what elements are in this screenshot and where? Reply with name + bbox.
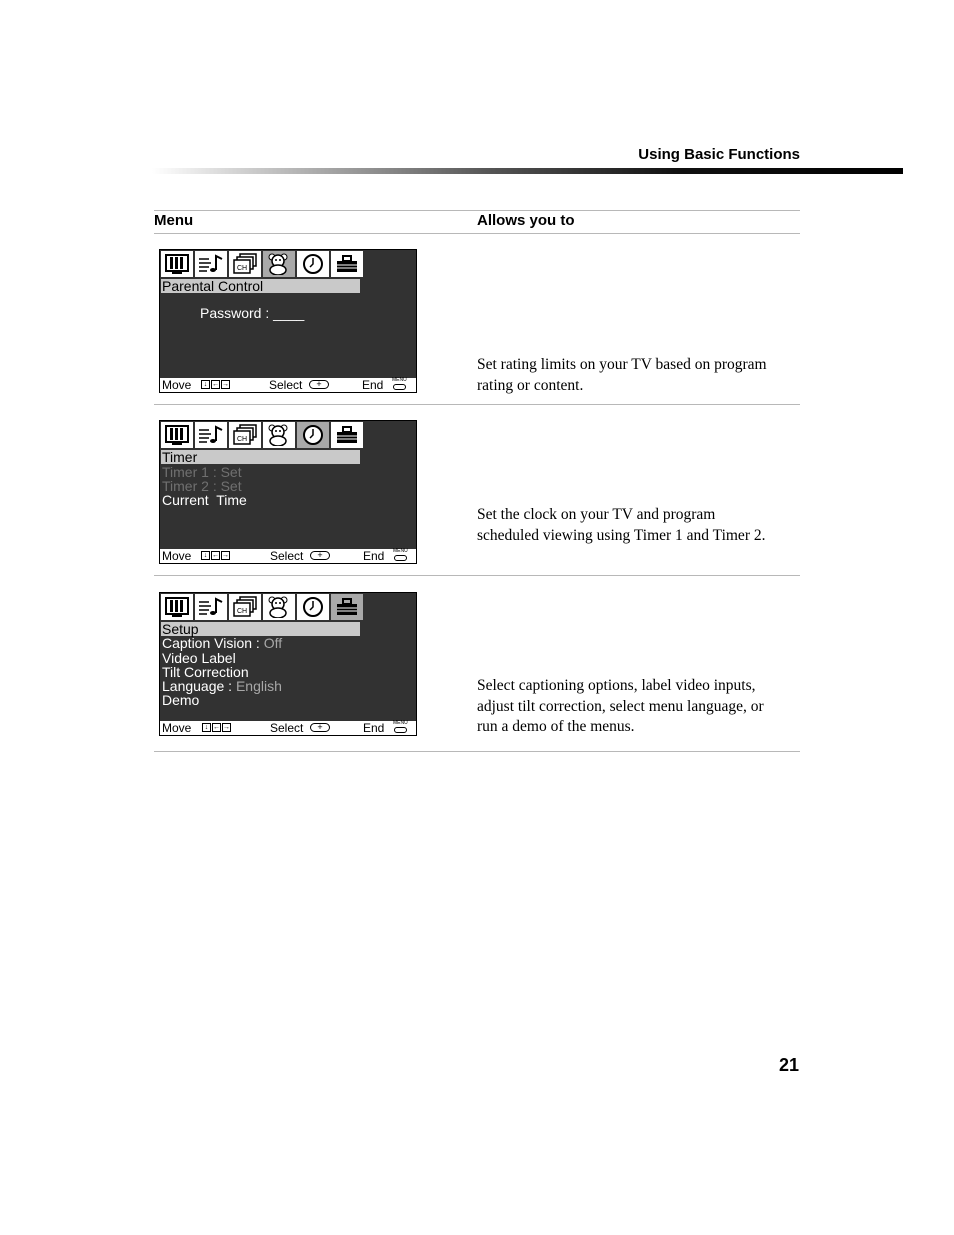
status-end: End (362, 378, 384, 392)
row-description: Select captioning options, label video inputs, adjust tilt correction, select menu language, or run a demo of the menus. (477, 677, 764, 735)
password-field: Password : ____ (200, 305, 305, 321)
select-button-icon: + (310, 723, 330, 732)
parental-bear-icon (263, 251, 297, 277)
channel-icon (229, 251, 263, 277)
setup-toolbox-icon (331, 251, 365, 277)
row-description: Set the clock on your TV and program scheduled viewing using Timer 1 and Timer 2. (477, 506, 766, 544)
status-bar (160, 549, 416, 563)
status-select: Select (269, 378, 303, 392)
status-end: End (363, 549, 385, 563)
row-description: Set rating limits on your TV based on program rating or content. (477, 356, 767, 394)
column-header-menu: Menu (154, 212, 194, 229)
menu-icon-row (161, 594, 365, 620)
language-item: Language : English (162, 678, 282, 694)
timer-clock-icon (297, 251, 331, 277)
audio-icon (195, 594, 229, 620)
select-button-icon: + (309, 380, 329, 389)
parental-bear-icon (263, 594, 297, 620)
screen-title: Setup (161, 622, 360, 636)
setup-screen (159, 592, 417, 736)
section-title: Using Basic Functions (638, 146, 800, 163)
status-bar (160, 721, 416, 735)
menu-icon-row (161, 251, 365, 277)
svg-text:CH: CH (236, 608, 248, 615)
move-arrows-icon: ↓ ← → (201, 551, 230, 560)
channel-icon (229, 594, 263, 620)
timer-screen (159, 420, 417, 564)
svg-text:CH: CH (236, 436, 248, 443)
status-bar (160, 378, 416, 392)
timer-clock-icon (297, 422, 331, 448)
status-select: Select (270, 549, 304, 563)
menu-button-icon: MENU (393, 721, 409, 735)
row-divider (154, 404, 800, 405)
timer1-item: Timer 1 : Set (162, 464, 242, 480)
menu-button-icon: MENU (393, 549, 409, 563)
audio-icon (195, 422, 229, 448)
demo-item: Demo (162, 692, 200, 708)
status-move: Move (162, 549, 192, 563)
audio-icon (195, 251, 229, 277)
screen-title: Timer (161, 450, 360, 464)
status-end: End (363, 721, 385, 735)
caption-vision-item: Caption Vision : Off (162, 635, 283, 651)
table-bottom-rule (154, 751, 800, 752)
table-header-rule (154, 233, 800, 234)
table-top-rule (154, 210, 800, 211)
video-label-item: Video Label (162, 650, 236, 666)
row-divider (154, 575, 800, 576)
menu-button-icon: MENU (392, 378, 408, 392)
select-button-icon: + (310, 551, 330, 560)
video-icon (161, 594, 195, 620)
parental-control-screen (159, 249, 417, 393)
parental-bear-icon (263, 422, 297, 448)
status-move: Move (162, 721, 192, 735)
video-icon (161, 251, 195, 277)
setup-toolbox-icon (331, 422, 365, 448)
tilt-correction-item: Tilt Correction (162, 664, 249, 680)
setup-toolbox-icon (331, 594, 365, 620)
page-number: 21 (778, 1055, 799, 1075)
video-icon (161, 422, 195, 448)
timer2-item: Timer 2 : Set (162, 478, 242, 494)
timer-clock-icon (297, 594, 331, 620)
menu-icon-row (161, 422, 365, 448)
move-arrows-icon: ↓ ← → (201, 380, 230, 389)
screen-title: Parental Control (161, 279, 360, 293)
status-move: Move (162, 378, 192, 392)
status-select: Select (270, 721, 304, 735)
current-time-item: Current Time (162, 492, 247, 508)
move-arrows-icon: ↓ ← → (202, 723, 231, 732)
header-rule (152, 168, 903, 174)
svg-text:CH: CH (236, 265, 248, 272)
channel-icon (229, 422, 263, 448)
column-header-allows: Allows you to (477, 212, 575, 229)
